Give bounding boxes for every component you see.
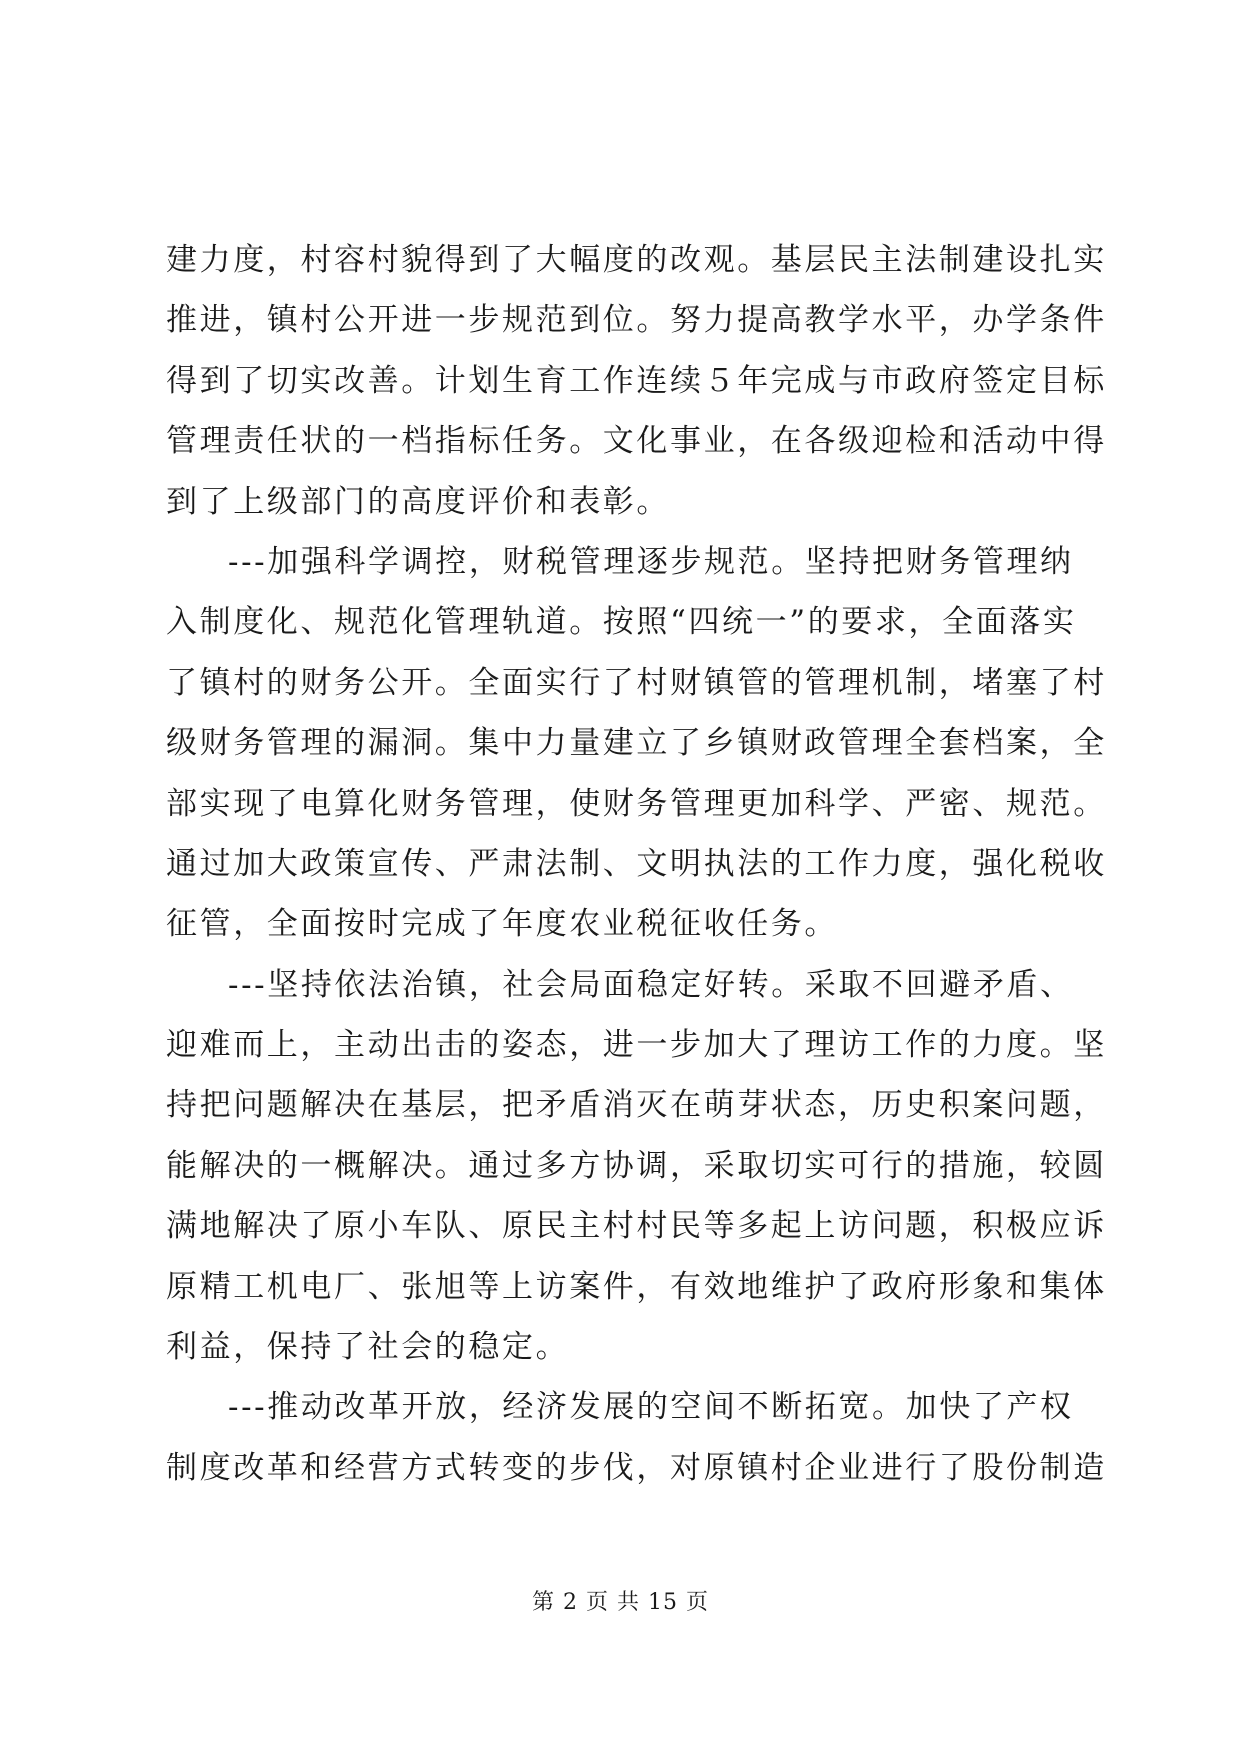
text-line: 持把问题解决在基层，把矛盾消灭在萌芽状态，历史积案问题，: [166, 1087, 1107, 1124]
body-text: [166, 230, 1107, 1498]
text-line: 能解决的一概解决。通过多方协调，采取切实可行的措施，较圆: [166, 1147, 1107, 1184]
text-line: 到了上级部门的高度评价和表彰。: [166, 483, 670, 520]
text-line: 通过加大政策宣传、严肃法制、文明执法的工作力度，强化税收: [166, 845, 1107, 882]
text-line: 了镇村的财务公开。全面实行了村财镇管的管理机制，堵塞了村: [166, 664, 1107, 701]
text-line: ---推动改革开放，经济发展的空间不断拓宽。加快了产权: [228, 1389, 1074, 1426]
text-line: 部实现了电算化财务管理，使财务管理更加科学、严密、规范。: [166, 785, 1107, 822]
text-line: 级财务管理的漏洞。集中力量建立了乡镇财政管理全套档案，全: [166, 725, 1107, 762]
text-line: 满地解决了原小车队、原民主村村民等多起上访问题，积极应诉: [166, 1208, 1107, 1245]
paragraph: [166, 230, 1107, 532]
text-line: 利益，保持了社会的稳定。: [166, 1329, 570, 1366]
text-line: 制度改革和经营方式转变的步伐，对原镇村企业进行了股份制造: [166, 1449, 1107, 1486]
text-line: 迎难而上，主动出击的姿态，进一步加大了理访工作的力度。坚: [166, 1027, 1107, 1064]
text-line: ---坚持依法治镇，社会局面稳定好转。采取不回避矛盾、: [228, 966, 1074, 1003]
text-line: 建力度，村容村貌得到了大幅度的改观。基层民主法制建设扎实: [166, 242, 1107, 278]
text-line: ---加强科学调控，财税管理逐步规范。坚持把财务管理纳: [228, 543, 1074, 580]
text-line: 征管，全面按时完成了年度农业税征收任务。: [166, 906, 838, 943]
paragraph: [166, 1377, 1107, 1498]
text-line: 入制度化、规范化管理轨道。按照“四统一”的要求，全面落实: [166, 604, 1077, 641]
page-footer: [0, 1585, 1241, 1616]
paragraph: [166, 532, 1107, 955]
paragraph: [166, 955, 1107, 1378]
text-line: 得到了切实改善。计划生育工作连续５年完成与市政府签定目标: [166, 362, 1107, 399]
text-line: 管理责任状的一档指标任务。文化事业，在各级迎检和活动中得: [166, 423, 1107, 460]
page-number-label: 第 2 页 共 15 页: [532, 1590, 709, 1615]
text-line: 推进，镇村公开进一步规范到位。努力提高教学水平，办学条件: [166, 302, 1107, 339]
text-line: 原精工机电厂、张旭等上访案件，有效地维护了政府形象和集体: [166, 1268, 1107, 1305]
